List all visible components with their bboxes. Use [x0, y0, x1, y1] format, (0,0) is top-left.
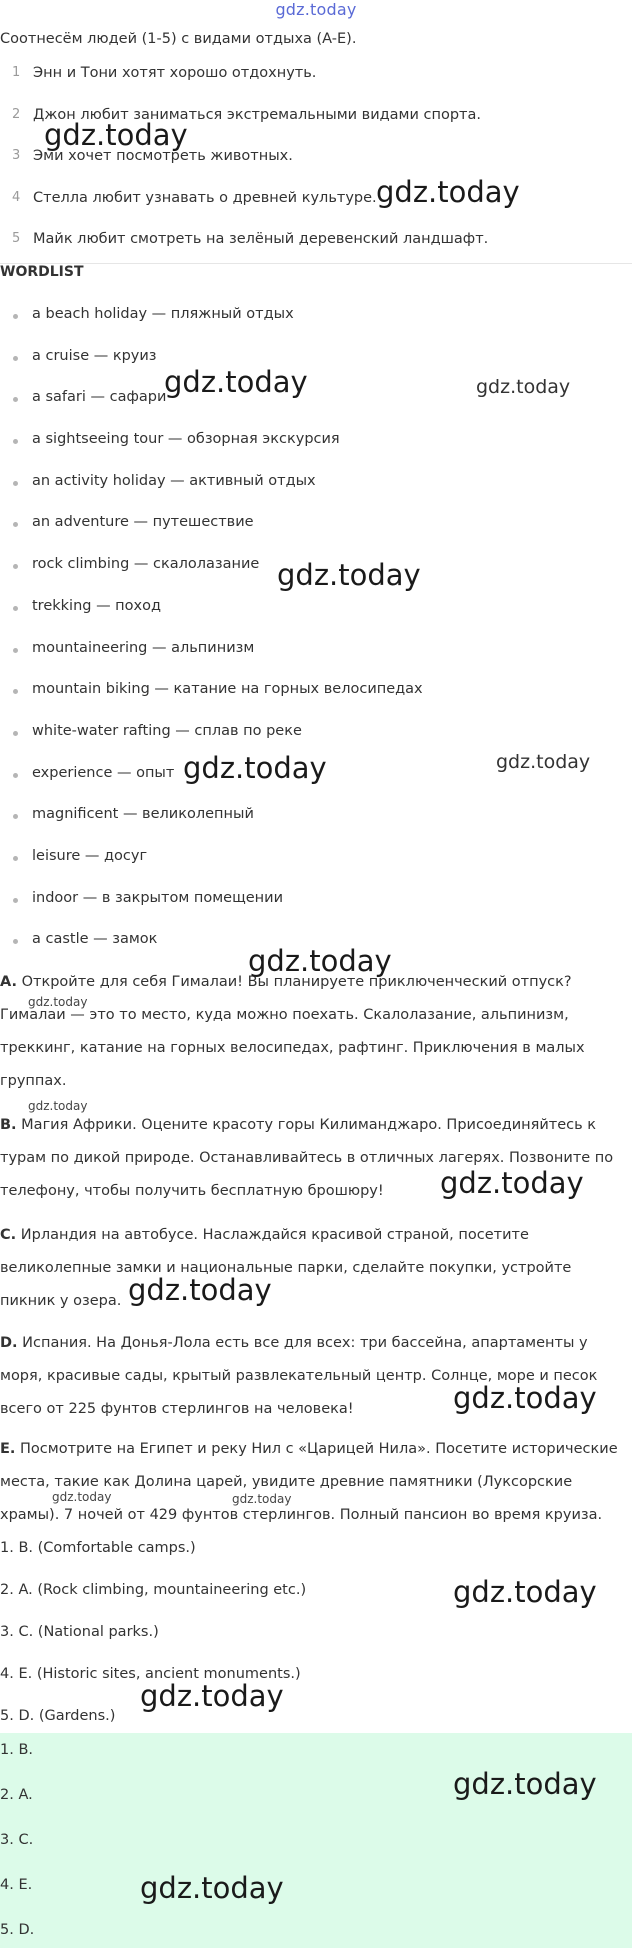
paragraph-letter: E.	[0, 1441, 16, 1457]
short-answer: 3. C.	[0, 1832, 34, 1848]
wordlist-text: a sightseeing tour — обзорная экскурсия	[32, 431, 340, 448]
item-text: Энн и Тони хотят хорошо отдохнуть.	[33, 65, 317, 81]
item-number: 5	[12, 231, 21, 246]
bullet-icon	[13, 606, 18, 611]
bullet-icon	[13, 356, 18, 361]
item-text: Майк любит смотреть на зелёный деревенский ландшафт.	[33, 231, 489, 247]
short-answer: 4. E.	[0, 1877, 33, 1893]
watermark: gdz.today	[128, 1273, 272, 1307]
bullet-icon	[13, 856, 18, 861]
watermark: gdz.today	[248, 944, 392, 978]
item-text: Джон любит заниматься экстремальными видами спорта.	[33, 106, 481, 123]
wordlist-text: indoor — в закрытом помещении	[32, 889, 283, 906]
wordlist-item	[0, 803, 632, 845]
paragraph-e	[0, 1433, 628, 1532]
people-list	[0, 58, 632, 266]
wordlist-text: an adventure — путешествие	[32, 514, 254, 531]
answer-line: 5. D. (Gardens.)	[0, 1708, 116, 1724]
bullet-icon	[13, 689, 18, 694]
short-answer: 5. D.	[0, 1922, 35, 1938]
watermark: gdz.today	[28, 995, 88, 1009]
watermark: gdz.today	[496, 751, 591, 773]
paragraph-c	[0, 1219, 628, 1318]
wordlist-item	[0, 428, 632, 470]
wordlist-text: a beach holiday — пляжный отдых	[32, 306, 294, 322]
answer-block	[0, 1733, 632, 1948]
watermark: gdz.today	[44, 118, 188, 152]
item-text: Эми хочет посмотреть животных.	[33, 148, 293, 164]
watermark: gdz.today	[376, 175, 520, 209]
short-answer: 2. A.	[0, 1787, 33, 1803]
wordlist-item	[0, 845, 632, 887]
divider	[0, 263, 632, 264]
wordlist-item	[0, 887, 632, 929]
watermark: gdz.today	[140, 1679, 284, 1713]
wordlist-item	[0, 470, 632, 512]
wordlist-text: an activity holiday — активный отдых	[32, 472, 316, 489]
bullet-icon	[13, 481, 18, 486]
item-number: 2	[12, 106, 21, 122]
answer-line: 4. E. (Historic sites, ancient monuments.)	[0, 1666, 301, 1682]
wordlist-text: experience — опыт	[32, 764, 175, 781]
item-number: 4	[12, 189, 21, 205]
wordlist	[0, 303, 632, 970]
answer-line: 2. A. (Rock climbing, mountaineering etc.)	[0, 1582, 307, 1598]
paragraph-text: Ирландия на автобусе. Наслаждайся красивой страной, посетите великолепные замки и национальные парки, сделайте покупки, устройте пикник у озера.	[0, 1227, 572, 1309]
bullet-icon	[13, 397, 18, 402]
watermark: gdz.today	[453, 1575, 597, 1609]
wordlist-text: magnificent — великолепный	[32, 806, 254, 823]
wordlist-text: white-water rafting — сплав по реке	[32, 722, 302, 739]
paragraph-text: Испания. На Донья-Лола есть все для всех: три бассейна, апартаменты у моря, красивые сады, крытый развлекательный центр. Солнце, море и песок всего от 225 фунтов стерлингов на человека!	[0, 1335, 598, 1417]
bullet-icon	[13, 314, 18, 319]
list-item	[0, 58, 632, 100]
short-answer: 1. B.	[0, 1742, 34, 1758]
wordlist-item	[0, 678, 632, 720]
paragraph-a	[0, 966, 628, 1098]
bullet-icon	[13, 898, 18, 903]
site-logo: gdz.today	[275, 0, 357, 19]
watermark: gdz.today	[140, 1871, 284, 1905]
item-text: Стелла любит узнавать о древней культуре.	[33, 189, 377, 206]
watermark: gdz.today	[52, 1490, 112, 1504]
watermark: gdz.today	[164, 365, 308, 399]
paragraph-letter: A.	[0, 974, 17, 990]
watermark: gdz.today	[277, 558, 421, 592]
answer-line: 1. B. (Comfortable camps.)	[0, 1540, 196, 1556]
paragraph-letter: C.	[0, 1227, 17, 1243]
bullet-icon	[13, 814, 18, 819]
wordlist-item	[0, 303, 632, 345]
wordlist-text: leisure — досуг	[32, 847, 148, 864]
item-number: 1	[12, 65, 21, 80]
watermark: gdz.today	[453, 1767, 597, 1801]
bullet-icon	[13, 522, 18, 527]
paragraph-text: Магия Африки. Оцените красоту горы Килиманджаро. Присоединяйтесь к турам по дикой природе. Останавливайтесь в отличных лагерях. Позвоните по телефону, чтобы получить бесплатную брошюру!	[0, 1117, 614, 1199]
list-item	[0, 183, 632, 225]
wordlist-text: trekking — поход	[32, 597, 162, 614]
bullet-icon	[13, 731, 18, 736]
bullet-icon	[13, 648, 18, 653]
wordlist-title: WORDLIST	[0, 264, 84, 280]
bullet-icon	[13, 773, 18, 778]
item-number: 3	[12, 148, 21, 163]
wordlist-text: mountain biking — катание на горных велосипедах	[32, 681, 423, 698]
wordlist-item	[0, 511, 632, 553]
wordlist-text: a cruise — круиз	[32, 347, 157, 364]
task-heading: Соотнесём людей (1-5) с видами отдыха (A-E).	[0, 31, 357, 47]
wordlist-text: mountaineering — альпинизм	[32, 639, 255, 656]
wordlist-text: rock climbing — скалолазание	[32, 556, 260, 573]
bullet-icon	[13, 439, 18, 444]
paragraph-letter: B.	[0, 1117, 17, 1133]
paragraph-text: Посмотрите на Египет и реку Нил с «Царицей Нила». Посетите исторические места, такие как Долина царей, увидите древние памятники (Луксорские храмы). 7 ночей от 429 фунтов стерлингов. Полный пансион во время круиза.	[0, 1441, 618, 1523]
bullet-icon	[13, 564, 18, 569]
bullet-icon	[13, 939, 18, 944]
paragraph-letter: D.	[0, 1335, 18, 1351]
list-item	[0, 224, 632, 266]
wordlist-item	[0, 595, 632, 637]
wordlist-text: a safari — сафари	[32, 389, 167, 406]
answer-line: 3. C. (National parks.)	[0, 1624, 159, 1640]
watermark: gdz.today	[440, 1166, 584, 1200]
watermark: gdz.today	[232, 1492, 292, 1506]
watermark: gdz.today	[476, 376, 571, 398]
wordlist-text: a castle — замок	[32, 931, 158, 948]
wordlist-item	[0, 637, 632, 679]
watermark: gdz.today	[453, 1381, 597, 1415]
watermark: gdz.today	[28, 1099, 88, 1113]
paragraph-text: Откройте для себя Гималаи! Вы планируете приключенческий отпуск? Гималаи — это то место, куда можно поехать. Скалолазание, альпинизм, треккинг, катание на горных велосипедах, рафтинг. Приключения в малых группах.	[0, 974, 585, 1089]
watermark: gdz.today	[183, 751, 327, 785]
